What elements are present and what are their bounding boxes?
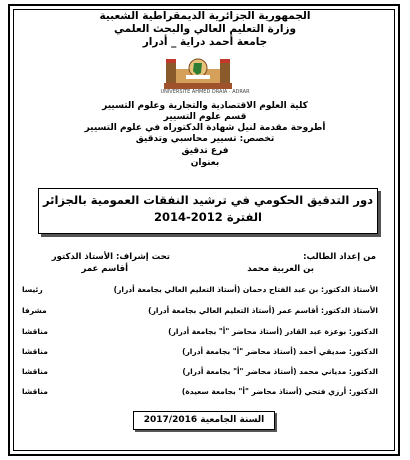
jury-member-2: الأستاذ الدكتور: أقاسم عمر (أستاذ التعليم العالي بجامعة أدرار) xyxy=(148,306,378,315)
thesis-type: أطروحة مقدمة لنيل شهادة الدكتوراه في علوم التسيير xyxy=(84,123,326,133)
jury-role-6: مناقشا xyxy=(22,387,48,396)
logo-caption: UNIVERSITE AHMED DRAIA · ADRAR xyxy=(160,89,250,95)
jury-role-4: مناقشا xyxy=(22,347,48,356)
titled-label: بعنوان xyxy=(190,158,220,168)
jury-role-2: مشرفا xyxy=(22,306,47,315)
jury-member-6: الدكتور: أرزي فتحي (أستاذ محاضر "أ" بجامعة سعيدة) xyxy=(181,387,378,396)
supervisor-name: أقاسم عمر xyxy=(81,264,128,274)
department-name: قسم علوم التسيير xyxy=(163,112,247,122)
republic-header: الجمهورية الجزائرية الديمقراطية الشعبية xyxy=(99,10,311,22)
branch: فرع تدقيق xyxy=(181,146,229,156)
university-logo xyxy=(164,55,232,91)
jury-member-4: الدكتور: صديقي أحمد (أستاذ محاضر "أ" بجامعة أدرار) xyxy=(182,347,378,356)
jury-member-1: الأستاذ الدكتور: بن عبد الفتاح دحمان (أستاذ التعليم العالي بجامعة أدرار) xyxy=(113,285,378,294)
thesis-title: دور التدقيق الحكومي في ترشيد النفقات العمومية بالجزائر xyxy=(42,193,374,207)
student-label: من إعداد الطالب: xyxy=(303,252,376,262)
supervisor-label: تحت إشراف: الأستاذ الدكتور xyxy=(51,252,170,262)
jury-member-5: الدكتور: مدياني محمد (أستاذ محاضر "أ" بجامعة أدرار) xyxy=(182,367,378,376)
student-name: بن العربية محمد xyxy=(247,264,314,274)
academic-year: السنة الجامعية 2017/2016 xyxy=(133,411,275,430)
jury-role-5: مناقشا xyxy=(22,367,48,376)
jury-role-3: مناقشا xyxy=(22,327,48,336)
university-header: جامعة أحمد دراية _ أدرار xyxy=(142,36,268,48)
ministry-header: وزارة التعليم العالي والبحث العلمي xyxy=(113,23,297,35)
thesis-title-box xyxy=(38,188,378,234)
thesis-period: الفترة 2012-2014 xyxy=(154,210,262,224)
jury-role-1: رئيسا xyxy=(22,285,43,294)
college-name: كلية العلوم الاقتصادية والتجارية وعلوم التسيير xyxy=(102,101,308,111)
specialty: تخصص: تسيير محاسبي وتدقيق xyxy=(135,134,275,144)
jury-member-3: الدكتور: بوعزة عبد القادر (أستاذ محاضر "أ" بجامعة أدرار) xyxy=(168,327,378,336)
